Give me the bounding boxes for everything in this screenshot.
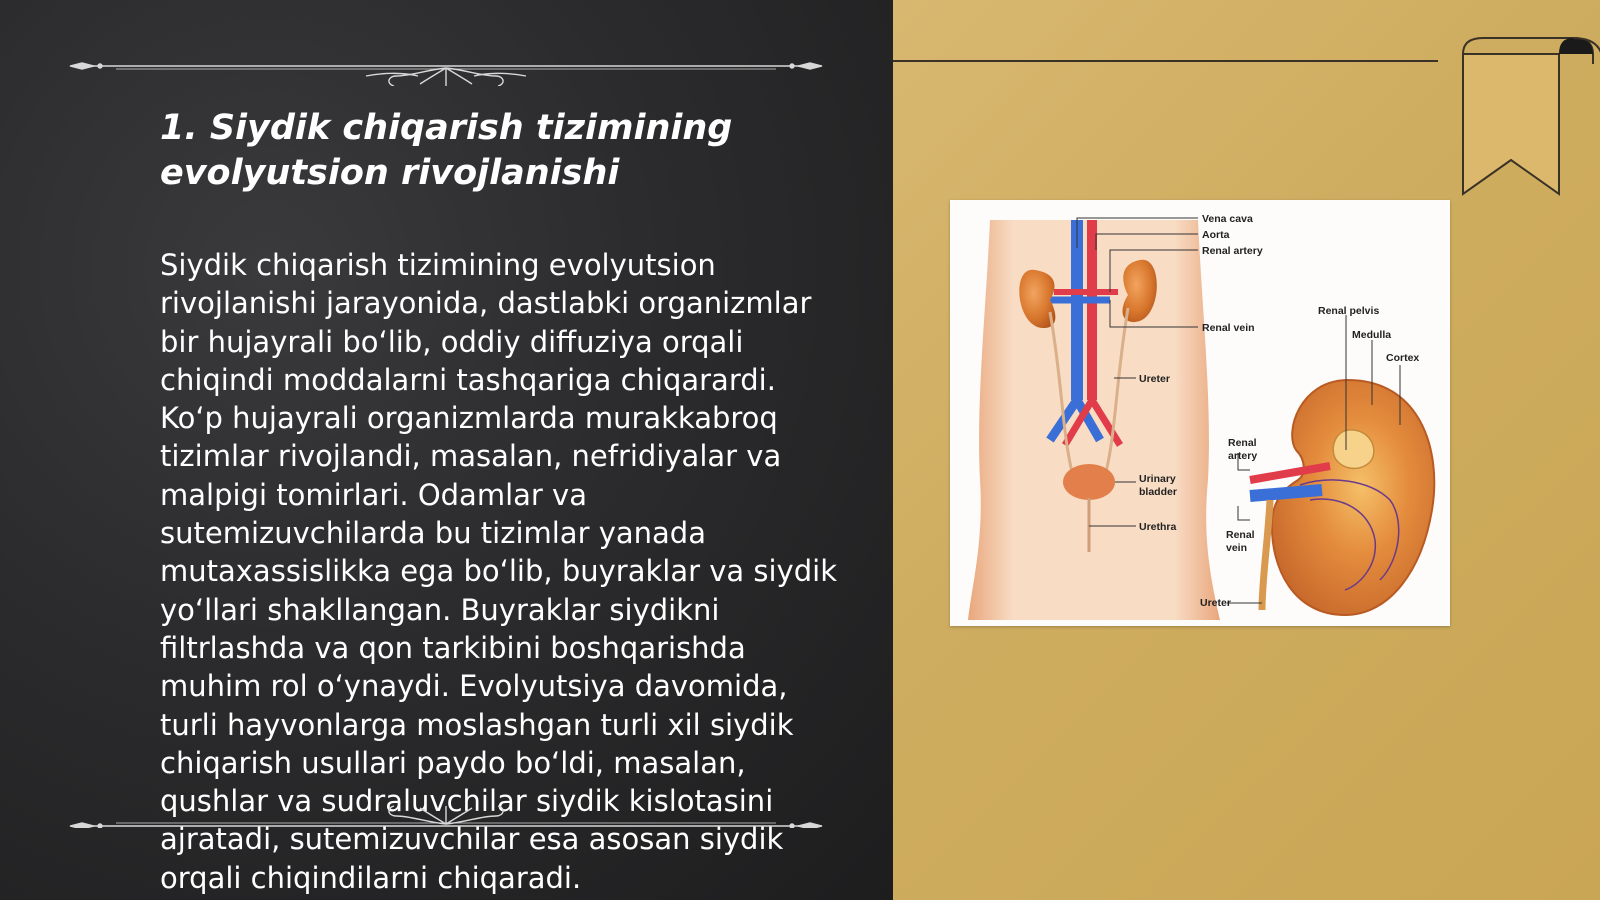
label-renal-artery-detail: Renal [1228, 437, 1257, 449]
label-urethra: Urethra [1139, 521, 1177, 533]
label-renal-artery: Renal artery [1202, 245, 1263, 257]
bookmark-ribbon-icon [1433, 34, 1600, 204]
urinary-system-illustration [950, 200, 1450, 626]
label-aorta: Aorta [1202, 229, 1230, 241]
label-medulla: Medulla [1352, 329, 1392, 341]
label-ureter-detail: Ureter [1200, 597, 1231, 609]
slide-body-text: Siydik chiqarish tizimining evolyutsion rivojlanishi jarayonida, dastlabki organizmlar bir hujayrali bo‘lib, oddiy diffuziya orqali chiqindi moddalarni tashqariga chiqarardi. Ko‘p hujayrali organizmlarda murakkabroq tizimlar rivojlandi, masalan, nefridiyalar va malpigi tomirlari. Odamlar va sutemizuvchilarda bu tizimlar yanada mutaxassislikka ega bo‘lib, buyraklar va siydik yo‘llari shakllangan. Buyraklar siydikni filtrlashda va qon tarkibini boshqarishda muhim rol o‘ynaydi. Evolyutsiya davomida, turli hayvonlarga moslashgan turli xil siydik chiqarish usullari paydo bo‘ldi, masalan, qushlar va sudraluvchilar siydik kislotasini ajratadi, sutemizuvchilar esa asosan siydik orqali chiqindilarni chiqaradi. [160, 248, 837, 895]
label-artery-detail: artery [1228, 450, 1258, 462]
slide-title: 1. Siydik chiqarish tizimining evolyutsion rivojlanishi [160, 108, 733, 193]
bottom-ornament [66, 788, 826, 828]
label-ureter: Ureter [1139, 373, 1170, 385]
label-renal-vein: Renal vein [1202, 322, 1255, 334]
urinary-system-diagram [950, 200, 1450, 626]
label-renal-pelvis: Renal pelvis [1318, 305, 1380, 317]
horizontal-rule [893, 60, 1438, 62]
label-cortex: Cortex [1386, 352, 1420, 364]
label-urinary: Urinary [1139, 473, 1176, 485]
label-bladder: bladder [1139, 486, 1177, 498]
label-vena-cava: Vena cava [1202, 213, 1253, 225]
label-vein-detail: vein [1226, 542, 1248, 554]
bladder-icon [1063, 464, 1115, 500]
label-renal-vein-detail: Renal [1226, 529, 1255, 541]
top-ornament [66, 46, 826, 86]
